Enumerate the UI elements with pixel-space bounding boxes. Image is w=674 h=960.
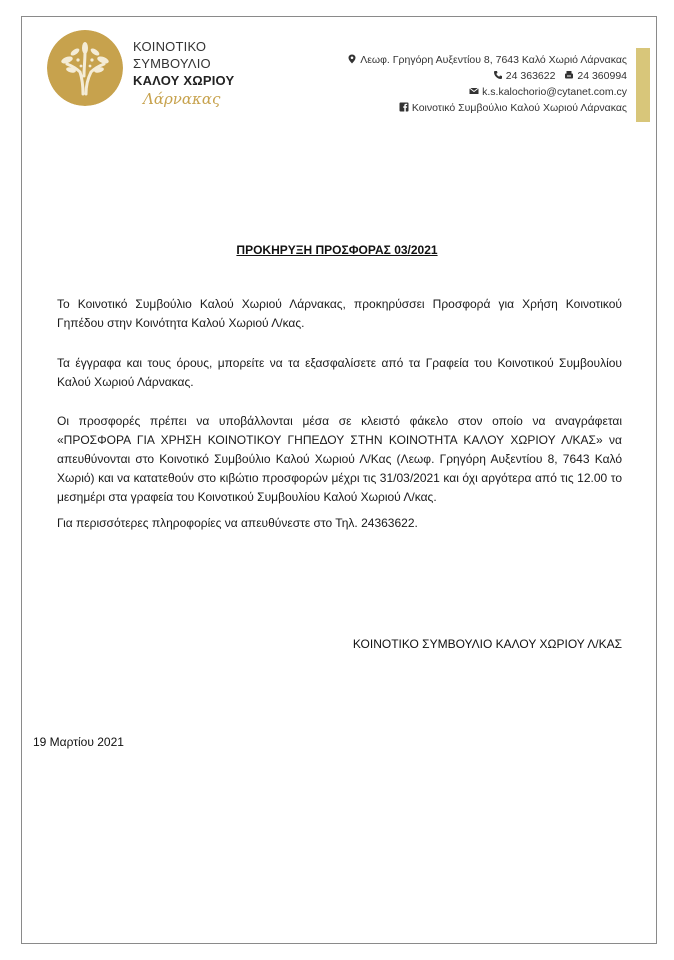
email-row [341, 84, 627, 100]
document-date: 19 Μαρτίου 2021 [33, 735, 124, 749]
fax-icon [564, 70, 574, 80]
paragraph-1: Το Κοινοτικό Συμβούλιο Καλού Χωριού Λάρνακας, προκηρύσσει Προσφορά για Χρήση Κοινοτικού Γηπέδου στην Κοινότητα Καλού Χωριού Λ/κας. [57, 297, 622, 330]
olive-tree-logo-icon [47, 30, 123, 106]
facebook-row [341, 100, 627, 116]
facebook-text: Κοινοτικό Συμβούλιο Καλού Χωριού Λάρνακας [411, 102, 627, 114]
phone-text: 24 363622 [505, 70, 556, 82]
paragraph-3: Οι προσφορές πρέπει να υποβάλλονται μέσα σε κλειστό φάκελο στον οποίο να αναγράφεται «ΠΡΟΣΦΟΡΑ ΓΙΑ ΧΡΗΣΗ ΚΟΙΝΟΤΙΚΟΥ ΓΗΠΕΔΟΥ ΣΤΗΝ ΚΟΙΝΟΤΗΤΑ ΚΑΛΟΥ ΧΩΡΙΟΥ Λ/ΚΑΣ» να απευθύνονται στο Κοινοτικό Συμβούλιο Καλού Χωριού Λ/Κας (Λεωφ. Γρηγόρη Αυξεντίου 8, 7643 Καλό Χωριό) και να κατατεθούν στο κιβώτιο προσφορών μέχρι τις 31/03/2021 και όχι αργότερα από τις 12.00 το μεσημέρι στα γραφεία του Κοινοτικού Συμβουλίου Καλού Χωριού Λ/κας. [57, 414, 622, 504]
council-logo-text [133, 38, 234, 108]
address-text: Λεωφ. Γρηγόρη Αυξεντίου 8, 7643 Καλό Χωριό Λάρνακας [360, 54, 627, 66]
email-icon [469, 86, 479, 96]
email-text: k.s.kalochorio@cytanet.com.cy [482, 86, 627, 98]
facebook-icon [399, 102, 409, 112]
phone-row [341, 68, 627, 84]
contact-block [341, 52, 627, 116]
paragraph-2: Τα έγγραφα και τους όρους, μπορείτε να τα εξασφαλίσετε από τα Γραφεία του Κοινοτικού Συμβουλίου Καλού Χωριού Λάρνακας. [57, 356, 622, 389]
logo-line-1: ΚΟΙΝΟΤΙΚΟ [133, 39, 207, 54]
logo-line-3: ΚΑΛΟΥ ΧΩΡΙΟΥ [133, 73, 235, 88]
paragraph-4: Για περισσότερες πληροφορίες να απευθύνεστε στο Τηλ. 24363622. [57, 516, 418, 530]
phone-icon [493, 70, 503, 80]
logo-script: Λάρνακας [143, 90, 221, 108]
document-title: ΠΡΟΚΗΡΥΞΗ ΠΡΟΣΦΟΡΑΣ 03/2021 [236, 243, 438, 257]
signature: ΚΟΙΝΟΤΙΚΟ ΣΥΜΒΟΥΛΙΟ ΚΑΛΟΥ ΧΩΡΙΟΥ Λ/ΚΑΣ [352, 637, 622, 651]
fax-text: 24 360994 [577, 70, 627, 82]
header-accent-bar [636, 48, 650, 122]
location-pin-icon [347, 54, 357, 64]
logo-line-2: ΣΥΜΒΟΥΛΙΟ [133, 56, 211, 71]
address-row [341, 52, 627, 68]
